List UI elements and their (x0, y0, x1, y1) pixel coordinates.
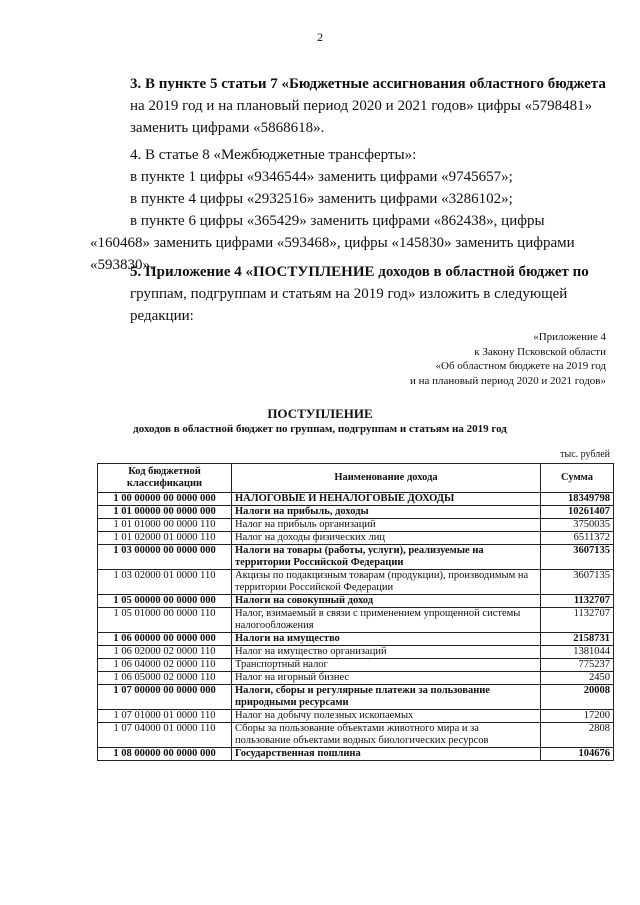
table-row (98, 519, 614, 532)
page-number: 2 (317, 30, 323, 44)
row-name: Государственная пошлина (232, 748, 541, 761)
row-name: Налоги на имущество (232, 633, 541, 646)
row-sum: 2158731 (541, 633, 614, 646)
row-code: 1 01 02000 01 0000 110 (98, 532, 232, 545)
row-name: Сборы за пользование объектами животного мира и за пользование объектами водных биологических ресурсов (232, 723, 541, 748)
paragraph-4-item-3-line-1: в пункте 6 цифры «365429» заменить цифрами «862438», цифры (130, 213, 545, 229)
row-sum: 2450 (541, 672, 614, 685)
table-row (98, 748, 614, 761)
paragraph-4-item-3-line-2: «160468» заменить цифрами «593468», цифры «145830» заменить цифрами (90, 235, 575, 251)
row-name: Налог на добычу полезных ископаемых (232, 710, 541, 723)
row-code: 1 01 01000 00 0000 110 (98, 519, 232, 532)
paragraph-4-item-3-line-3: «593830». (90, 257, 154, 273)
units-label: тыс. рублей (560, 449, 610, 460)
row-sum: 3607135 (541, 545, 614, 570)
table-row (98, 506, 614, 519)
table-row (98, 710, 614, 723)
row-sum: 20008 (541, 685, 614, 710)
row-code: 1 05 00000 00 0000 000 (98, 595, 232, 608)
row-sum: 10261407 (541, 506, 614, 519)
row-code: 1 06 05000 02 0000 110 (98, 672, 232, 685)
table-row (98, 595, 614, 608)
table-subtitle: доходов в областной бюджет по группам, подгруппам и статьям на 2019 год (133, 423, 507, 435)
table-row (98, 532, 614, 545)
row-name: Налоги, сборы и регулярные платежи за пользование природными ресурсами (232, 685, 541, 710)
appendix-caption-line-2: к Закону Псковской области (474, 345, 606, 358)
appendix-caption-line-1: «Приложение 4 (533, 331, 606, 343)
row-sum: 6511372 (541, 532, 614, 545)
row-name: Налог на имущество организаций (232, 646, 541, 659)
row-code: 1 06 04000 02 0000 110 (98, 659, 232, 672)
paragraph-3-line-2: на 2019 год и на плановый период 2020 и 2021 годов» цифры «5798481» (130, 98, 593, 114)
row-code: 1 08 00000 00 0000 000 (98, 748, 232, 761)
row-sum: 1381044 (541, 646, 614, 659)
row-name: Налог на игорный бизнес (232, 672, 541, 685)
paragraph-3-line-1: 3. В пункте 5 статьи 7 «Бюджетные ассигнования областного бюджета (130, 76, 606, 92)
row-name: Налог на доходы физических лиц (232, 532, 541, 545)
table-row (98, 685, 614, 710)
paragraph-5-line-2: группам, подгруппам и статьям на 2019 год» изложить в следующей (130, 286, 568, 302)
row-sum: 104676 (541, 748, 614, 761)
row-code: 1 06 02000 02 0000 110 (98, 646, 232, 659)
table-row (98, 659, 614, 672)
row-sum: 17200 (541, 710, 614, 723)
row-name: Налоги на товары (работы, услуги), реализуемые на территории Российской Федерации (232, 545, 541, 570)
paragraph-4-heading: 4. В статье 8 «Межбюджетные трансферты»: (130, 147, 417, 163)
row-code: 1 03 02000 01 0000 110 (98, 570, 232, 595)
row-code: 1 07 00000 00 0000 000 (98, 685, 232, 710)
row-code: 1 03 00000 00 0000 000 (98, 545, 232, 570)
row-name: Акцизы по подакцизным товарам (продукции), производимым на территории Российской Федерации (232, 570, 541, 595)
row-sum: 3750035 (541, 519, 614, 532)
row-code: 1 05 01000 00 0000 110 (98, 608, 232, 633)
row-name: Транспортный налог (232, 659, 541, 672)
row-code: 1 07 01000 01 0000 110 (98, 710, 232, 723)
paragraph-4 (90, 144, 608, 276)
row-sum: 18349798 (541, 493, 614, 506)
appendix-caption-line-3: «Об областном бюджете на 2019 год (435, 360, 606, 372)
table-row (98, 608, 614, 633)
row-code: 1 07 04000 01 0000 110 (98, 723, 232, 748)
paragraph-5 (90, 261, 608, 327)
header-name: Наименование дохода (232, 464, 541, 493)
paragraph-3 (90, 73, 608, 139)
income-table (97, 463, 614, 761)
appendix-caption-line-4: и на плановый период 2020 и 2021 годов» (409, 374, 606, 387)
row-sum: 775237 (541, 659, 614, 672)
row-sum: 1132707 (541, 608, 614, 633)
table-row (98, 723, 614, 748)
header-sum: Сумма (541, 464, 614, 493)
appendix-caption (410, 330, 606, 388)
row-sum: 3607135 (541, 570, 614, 595)
table-row (98, 672, 614, 685)
table-row (98, 570, 614, 595)
table-title: ПОСТУПЛЕНИЕ (267, 406, 373, 421)
row-code: 1 00 00000 00 0000 000 (98, 493, 232, 506)
row-name: Налог, взимаемый в связи с применением упрощенной системы налогообложения (232, 608, 541, 633)
table-header-row (98, 464, 614, 493)
row-code: 1 01 00000 00 0000 000 (98, 506, 232, 519)
table-row (98, 545, 614, 570)
row-name: Налоги на совокупный доход (232, 595, 541, 608)
header-code: Код бюджетной классификации (98, 464, 232, 493)
paragraph-3-line-3: заменить цифрами «5868618». (130, 120, 325, 136)
row-sum: 2808 (541, 723, 614, 748)
paragraph-5-line-3: редакции: (130, 308, 194, 324)
table-row (98, 633, 614, 646)
row-code: 1 06 00000 00 0000 000 (98, 633, 232, 646)
paragraph-4-item-2: в пункте 4 цифры «2932516» заменить цифрами «3286102»; (130, 191, 513, 207)
paragraph-4-item-1: в пункте 1 цифры «9346544» заменить цифрами «9745657»; (130, 169, 513, 185)
table-row (98, 646, 614, 659)
row-name: НАЛОГОВЫЕ И НЕНАЛОГОВЫЕ ДОХОДЫ (232, 493, 541, 506)
row-sum: 1132707 (541, 595, 614, 608)
paragraph-5-line-1: 5. Приложение 4 «ПОСТУПЛЕНИЕ доходов в областной бюджет по (130, 264, 589, 280)
table-row (98, 493, 614, 506)
row-name: Налоги на прибыль, доходы (232, 506, 541, 519)
row-name: Налог на прибыль организаций (232, 519, 541, 532)
